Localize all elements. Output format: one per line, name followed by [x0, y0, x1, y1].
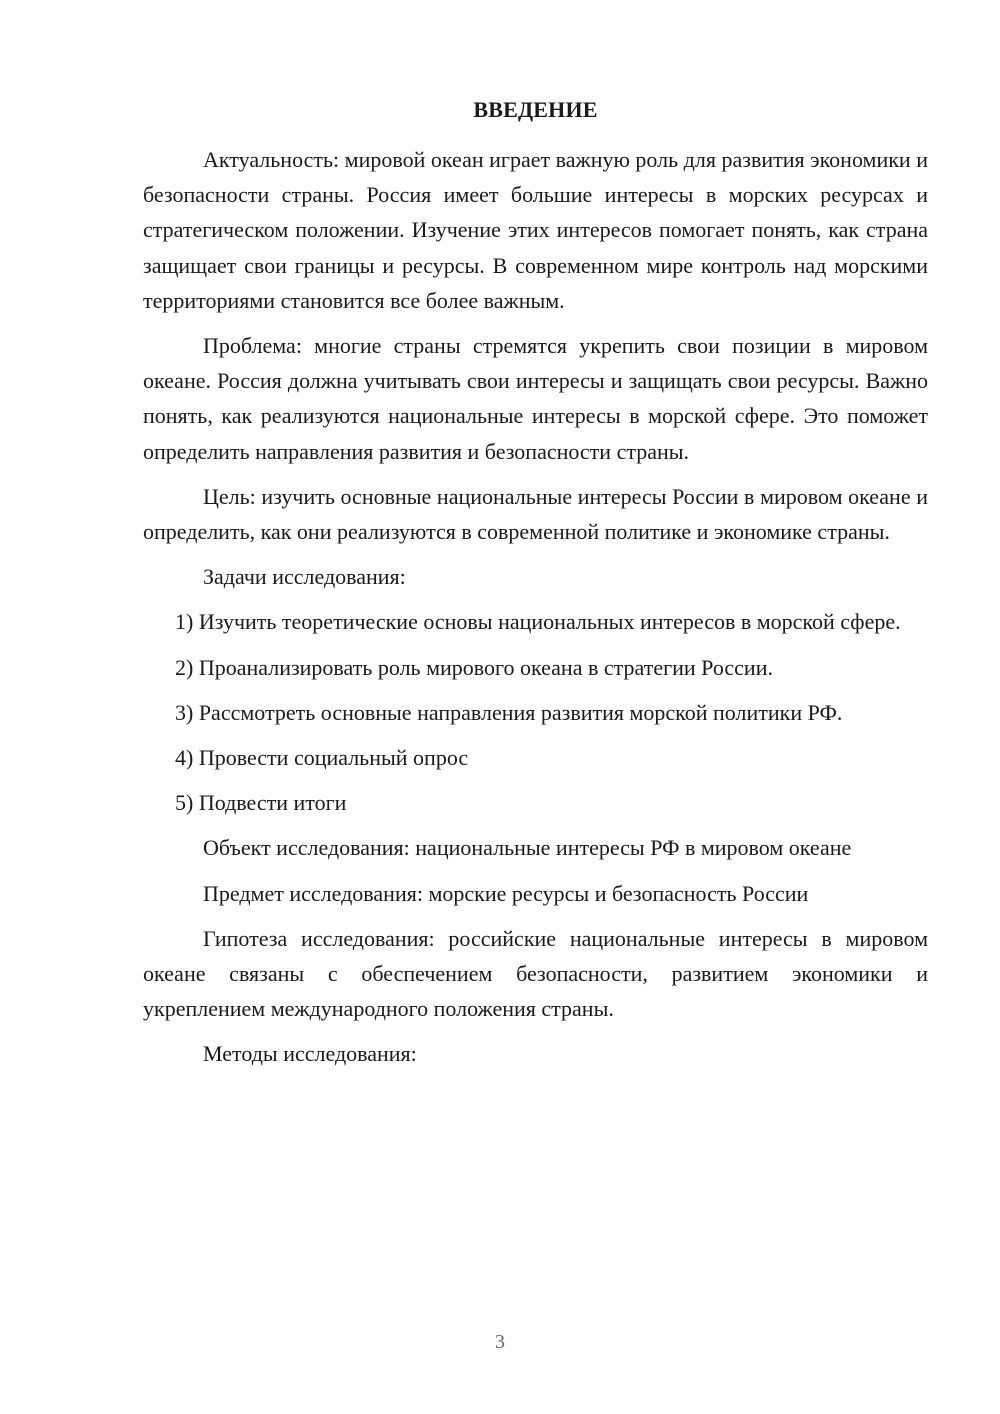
hypothesis-paragraph: Гипотеза исследования: российские национальные интересы в мировом океане связаны с обеспечением безопасности, развитием экономики и укреплением международного положения страны. [143, 925, 928, 1022]
relevance-paragraph: Актуальность: мировой океан играет важную роль для развития экономики и безопасности страны. Россия имеет большие интересы в морских ресурсах и стратегическом положении. Изучение этих интересов помогает понять, как страна защищает свои границы и ресурсы. В современном мире контроль над морскими территориями становится все более важным. [143, 147, 928, 313]
object-paragraph: Объект исследования: национальные интересы РФ в мировом океане [203, 835, 852, 861]
task-item-4: 4) Провести социальный опрос [175, 745, 469, 771]
task-item-3: 3) Рассмотреть основные направления развития морской политики РФ. [175, 699, 843, 725]
subject-paragraph: Предмет исследования: морские ресурсы и безопасность России [203, 880, 809, 906]
methods-paragraph: Методы исследования: [203, 1041, 417, 1067]
task-item-5: 5) Подвести итоги [175, 790, 347, 816]
goal-paragraph: Цель: изучить основные национальные интересы России в мировом океане и определить, как они реализуются в современной политике и экономике страны. [143, 483, 928, 545]
page-number: 3 [495, 1331, 505, 1353]
task-item-2: 2) Проанализировать роль мирового океана в стратегии России. [175, 654, 773, 680]
section-title: ВВЕДЕНИЕ [473, 97, 598, 122]
problem-paragraph: Проблема: многие страны стремятся укрепить свои позиции в мировом океане. Россия должна учитывать свои интересы и защищать свои ресурсы. Важно понять, как реализуются национальные интересы в морской сфере. Это поможет определить направления развития и безопасности страны. [143, 333, 928, 464]
task-item-1: 1) Изучить теоретические основы национальных интересов в морской сфере. [175, 609, 901, 635]
document-page [143, 92, 928, 1082]
tasks-heading: Задачи исследования: [203, 564, 406, 590]
